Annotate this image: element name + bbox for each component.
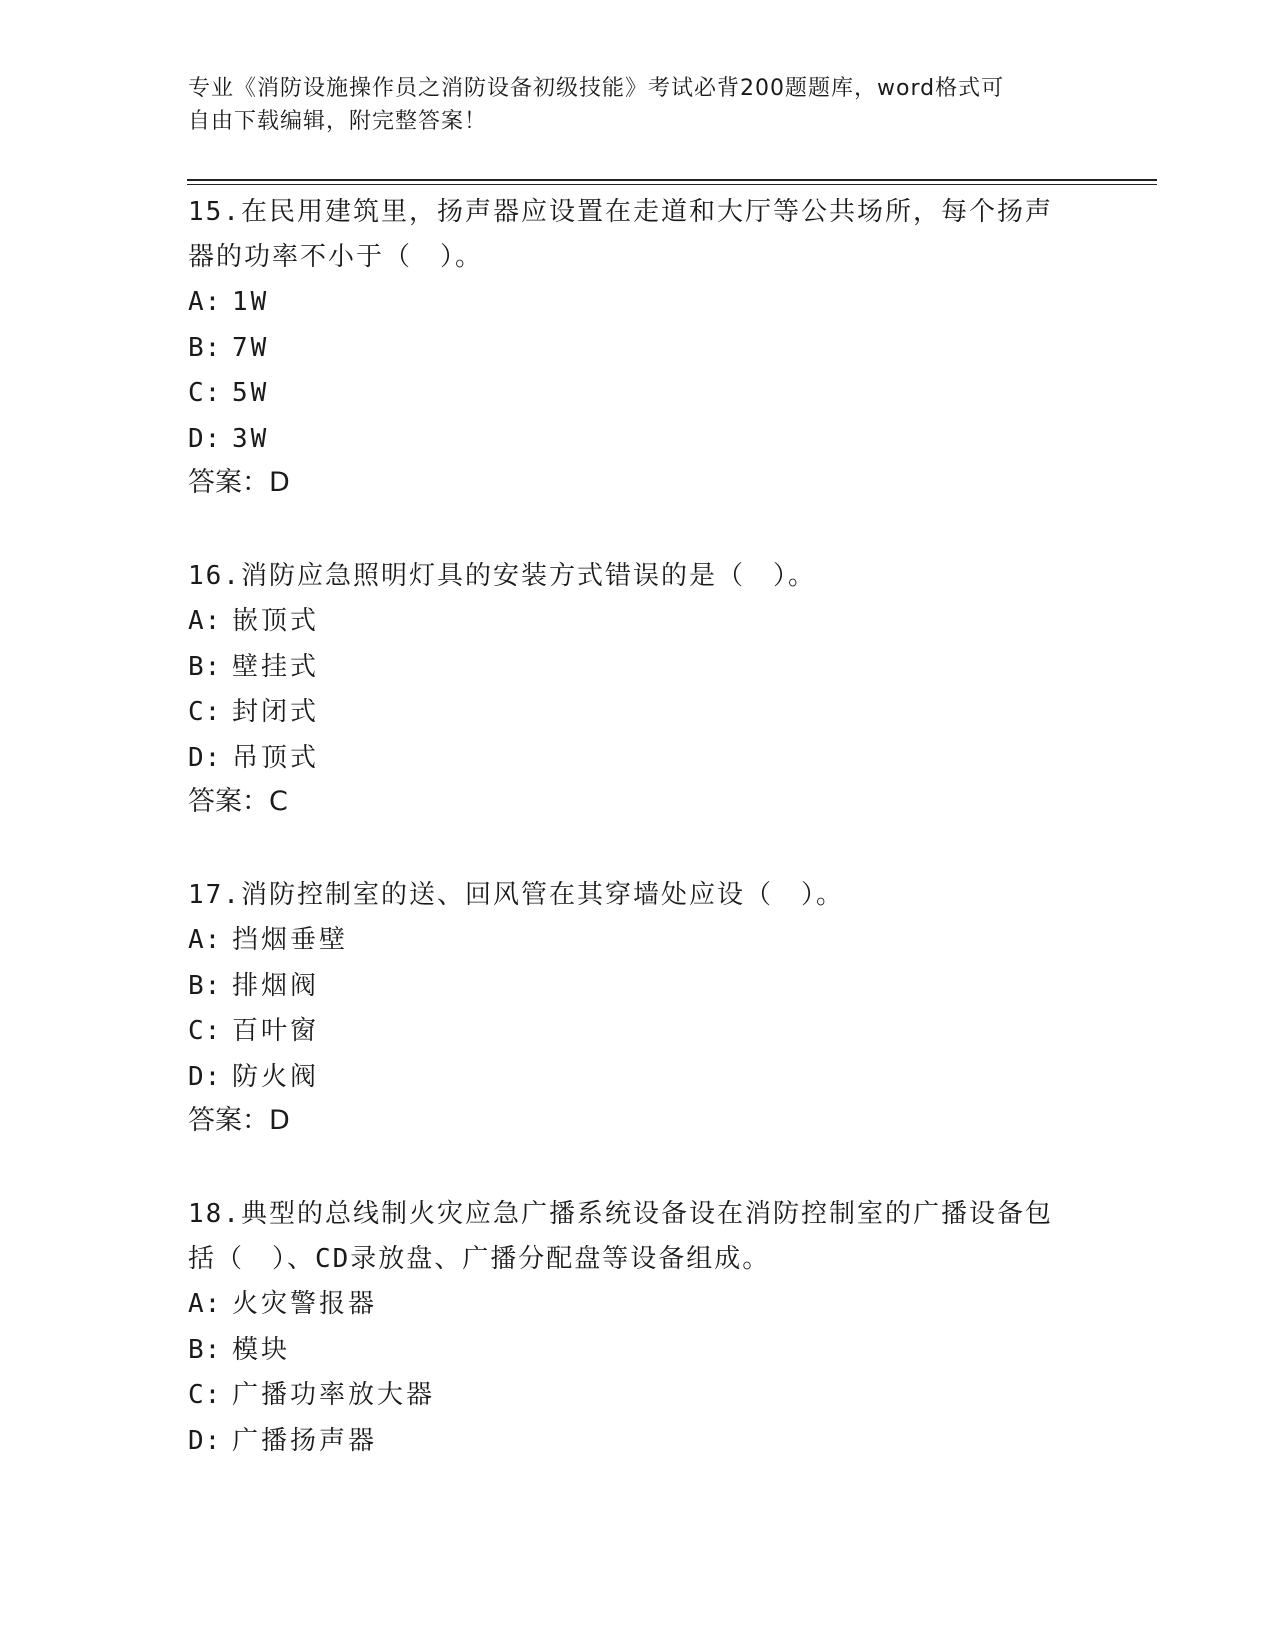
document-header	[188, 72, 1088, 138]
question-stem	[188, 190, 1088, 280]
question-stem-line-1: 17.消防控制室的送、回风管在其穿墙处应设（ ）。	[188, 880, 844, 910]
option-text: 7W	[232, 332, 270, 363]
option-text: 广播扬声器	[232, 1425, 378, 1456]
question-list	[188, 190, 1088, 1512]
option-label: D:	[188, 423, 222, 454]
question-18	[188, 1192, 1088, 1464]
option-c	[188, 1373, 1088, 1419]
option-c	[188, 371, 1088, 417]
question-stem	[188, 873, 1088, 918]
option-d	[188, 1055, 1088, 1101]
option-label: C:	[188, 1380, 222, 1410]
option-text: 嵌顶式	[232, 606, 320, 636]
answer-line: 答案：D	[188, 1105, 290, 1136]
question-stem-line-2: 器的功率不小于（ ）。	[188, 242, 484, 272]
option-d	[188, 417, 1088, 463]
option-text: 吊顶式	[232, 742, 320, 773]
option-text: 排烟阀	[232, 970, 320, 1001]
option-text: 3W	[232, 423, 270, 454]
option-c	[188, 1009, 1088, 1055]
question-17	[188, 873, 1088, 1144]
option-text: 模块	[232, 1334, 291, 1365]
option-d	[188, 1419, 1088, 1465]
question-16	[188, 554, 1088, 825]
option-c	[188, 690, 1088, 736]
option-label: C:	[188, 697, 222, 727]
question-stem-line-1: 16.消防应急照明灯具的安装方式错误的是（ ）。	[188, 561, 816, 591]
option-label: D:	[188, 1061, 222, 1092]
option-b	[188, 964, 1088, 1010]
option-a	[188, 280, 1088, 326]
question-stem-line-2: 括（ ）、CD录放盘、广播分配盘等设备组成。	[188, 1244, 771, 1274]
option-label: D:	[188, 742, 222, 773]
option-text: 封闭式	[232, 697, 320, 727]
option-label: C:	[188, 378, 222, 408]
option-text: 防火阀	[232, 1061, 320, 1092]
option-text: 火灾警报器	[232, 1289, 378, 1319]
header-divider-thin	[187, 184, 1157, 185]
question-stem	[188, 1192, 1088, 1282]
header-divider-thick	[187, 179, 1157, 181]
question-stem-line-1: 15.在民用建筑里，扬声器应设置在走道和大厅等公共场所，每个扬声	[188, 197, 1053, 227]
header-line-1: 专业《消防设施操作员之消防设备初级技能》考试必背200题题库，word格式可	[188, 76, 1005, 101]
option-text: 1W	[232, 287, 270, 317]
option-b	[188, 645, 1088, 691]
answer-line: 答案：C	[188, 786, 288, 817]
option-label: B:	[188, 651, 222, 682]
option-text: 5W	[232, 378, 270, 408]
question-stem-line-1: 18.典型的总线制火灾应急广播系统设备设在消防控制室的广播设备包	[188, 1199, 1053, 1229]
option-label: A:	[188, 606, 222, 636]
option-text: 百叶窗	[232, 1016, 320, 1046]
question-15	[188, 190, 1088, 506]
option-b	[188, 326, 1088, 372]
option-label: D:	[188, 1425, 222, 1456]
question-stem	[188, 554, 1088, 599]
option-text: 壁挂式	[232, 651, 320, 682]
option-label: B:	[188, 1334, 222, 1365]
option-label: B:	[188, 332, 222, 363]
header-line-2: 自由下载编辑，附完整答案！	[188, 109, 488, 134]
option-d	[188, 736, 1088, 782]
option-text: 广播功率放大器	[232, 1380, 436, 1410]
option-b	[188, 1328, 1088, 1374]
option-label: A:	[188, 1289, 222, 1319]
option-label: B:	[188, 970, 222, 1001]
option-a	[188, 599, 1088, 645]
option-a	[188, 918, 1088, 964]
option-a	[188, 1282, 1088, 1328]
option-label: A:	[188, 287, 222, 317]
answer-line: 答案：D	[188, 467, 290, 498]
option-text: 挡烟垂壁	[232, 925, 349, 955]
option-label: A:	[188, 925, 222, 955]
option-label: C:	[188, 1016, 222, 1046]
